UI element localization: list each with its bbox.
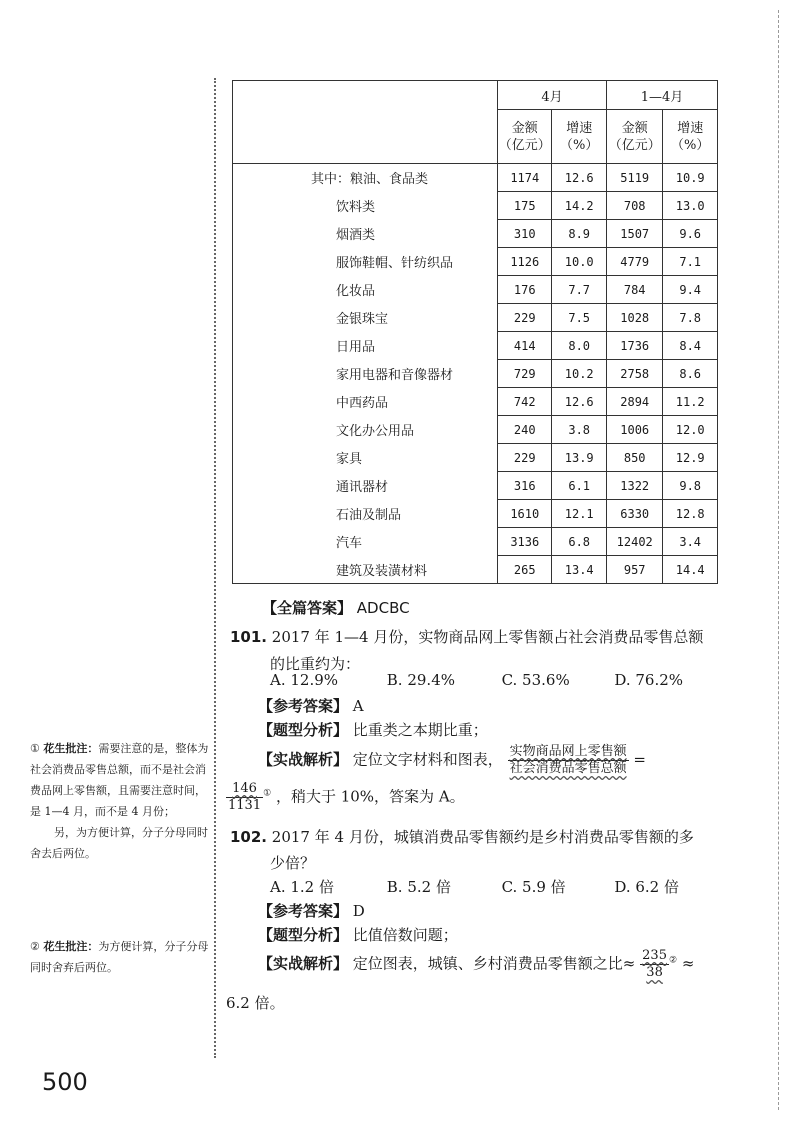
- subheader-growth: 增速 （%）: [552, 110, 607, 164]
- q101-sol-end: ，稍大于 10%，答案为 A。: [275, 787, 465, 806]
- row-ytd-amount: 1006: [606, 416, 662, 444]
- q102-ratio-fraction: [640, 948, 669, 981]
- row-april-amount: 229: [498, 444, 552, 472]
- row-ytd-amount: 1736: [606, 332, 662, 360]
- q101-sol-text: 定位文字材料和图表，: [352, 750, 503, 769]
- row-april-amount: 729: [498, 360, 552, 388]
- row-ytd-amount: 6330: [606, 500, 662, 528]
- note-1-marker: ①: [263, 788, 272, 799]
- row-ytd-amount: 2758: [606, 360, 662, 388]
- row-ytd-growth: 12.0: [663, 416, 718, 444]
- row-ytd-growth: 9.6: [663, 220, 718, 248]
- row-ytd-growth: 14.4: [663, 556, 718, 584]
- q101-type-analysis: [258, 719, 488, 740]
- row-ytd-growth: 10.9: [663, 164, 718, 192]
- row-category: 其中：粮油、食品类: [233, 164, 498, 192]
- q102-ref-answer: [258, 900, 365, 921]
- q102-stem-line2: 少倍？: [270, 854, 316, 872]
- row-ytd-growth: 9.4: [663, 276, 718, 304]
- retail-table: [232, 80, 718, 584]
- q102-ratio-numerator: 235: [642, 948, 667, 963]
- table-row: [233, 192, 718, 220]
- subheader-amount: 金额 （亿元）: [498, 110, 552, 164]
- row-april-amount: 175: [498, 192, 552, 220]
- q101-option-d: D. 76.2%: [614, 671, 684, 689]
- row-april-amount: 1174: [498, 164, 552, 192]
- header-jan-apr: 1—4月: [606, 81, 717, 110]
- row-april-growth: 14.2: [552, 192, 607, 220]
- row-ytd-growth: 12.8: [663, 500, 718, 528]
- row-ytd-growth: 9.8: [663, 472, 718, 500]
- q102-option-d: D. 6.2 倍: [614, 878, 679, 896]
- row-ytd-growth: 13.0: [663, 192, 718, 220]
- table-header-row: [233, 81, 718, 110]
- side-note-1-marker: ①: [30, 742, 40, 755]
- margin-rule: [214, 78, 222, 1058]
- row-april-growth: 8.9: [552, 220, 607, 248]
- q102-type-value: 比值倍数问题；: [352, 926, 458, 944]
- subheader-growth: 增速 （%）: [663, 110, 718, 164]
- row-april-growth: 10.2: [552, 360, 607, 388]
- row-april-amount: 414: [498, 332, 552, 360]
- table-row: [233, 416, 718, 444]
- row-category: 石油及制品: [233, 500, 498, 528]
- row-category: 通讯器材: [233, 472, 498, 500]
- q102-sol-text: 定位图表，城镇、乡村消费品零售额之比≈: [352, 954, 636, 973]
- q102-sol-label: 【实战解析】: [258, 954, 349, 973]
- q102-ref-label: 【参考答案】: [258, 902, 349, 920]
- row-category: 汽车: [233, 528, 498, 556]
- row-april-amount: 176: [498, 276, 552, 304]
- q101-value-fraction: [226, 781, 263, 814]
- row-ytd-growth: 3.4: [663, 528, 718, 556]
- table-row: [233, 276, 718, 304]
- q102-option-b: B. 5.2 倍: [386, 878, 451, 896]
- row-ytd-growth: 7.8: [663, 304, 718, 332]
- q101-value-numerator: 146: [226, 781, 263, 798]
- row-april-growth: 6.8: [552, 528, 607, 556]
- table-row: [233, 472, 718, 500]
- row-category: 日用品: [233, 332, 498, 360]
- row-ytd-growth: 11.2: [663, 388, 718, 416]
- row-category: 文化办公用品: [233, 416, 498, 444]
- subheader-amount: 金额 （亿元）: [606, 110, 662, 164]
- table-row: [233, 248, 718, 276]
- row-april-amount: 1126: [498, 248, 552, 276]
- table-row: [233, 500, 718, 528]
- row-ytd-amount: 12402: [606, 528, 662, 556]
- q101-ref-label: 【参考答案】: [258, 697, 349, 715]
- row-ytd-growth: 12.9: [663, 444, 718, 472]
- q101-equals: =: [633, 750, 646, 769]
- row-ytd-amount: 4779: [606, 248, 662, 276]
- row-april-growth: 6.1: [552, 472, 607, 500]
- row-ytd-amount: 708: [606, 192, 662, 220]
- row-ytd-growth: 8.6: [663, 360, 718, 388]
- row-april-growth: 3.8: [552, 416, 607, 444]
- row-april-amount: 316: [498, 472, 552, 500]
- row-april-amount: 240: [498, 416, 552, 444]
- table-row: [233, 528, 718, 556]
- table-row: [233, 556, 718, 584]
- q102-option-c: C. 5.9 倍: [501, 878, 566, 896]
- row-category: 化妆品: [233, 276, 498, 304]
- q101-type-value: 比重类之本期比重；: [352, 721, 488, 739]
- q102-stem-line1: [230, 826, 694, 847]
- row-april-growth: 7.7: [552, 276, 607, 304]
- full-answer-line: [262, 597, 410, 618]
- row-ytd-amount: 1322: [606, 472, 662, 500]
- q101-stem-text1: 2017 年 1—4 月份，实物商品网上零售额占社会消费品零售总额: [271, 628, 704, 646]
- table-corner-cell: [233, 81, 498, 164]
- note-2-marker: ②: [668, 955, 678, 966]
- q102-solution-line1: [258, 948, 694, 981]
- table-row: [233, 164, 718, 192]
- row-april-growth: 7.5: [552, 304, 607, 332]
- row-april-growth: 8.0: [552, 332, 607, 360]
- side-note-1-text: 需要注意的是，整体为社会消费品零售总额，而不是社会消费品网上零售额，且需要注意时间，是 1—4 月，而不是 4 月份；: [30, 742, 209, 818]
- q101-options: [270, 671, 683, 689]
- side-note-2-label: 花生批注：: [43, 940, 99, 953]
- q101-ratio-denominator: 社会消费品零售总额: [509, 761, 627, 776]
- row-ytd-amount: 850: [606, 444, 662, 472]
- page-edge-rule: [778, 10, 779, 1110]
- q101-stem-line2: 的比重约为：: [270, 655, 361, 673]
- q102-ratio-denominator: 38: [646, 965, 663, 980]
- q101-ratio-numerator: 实物商品网上零售额: [509, 744, 627, 759]
- row-april-growth: 12.6: [552, 164, 607, 192]
- row-category: 家具: [233, 444, 498, 472]
- row-category: 烟酒类: [233, 220, 498, 248]
- side-note-2-marker: ②: [30, 940, 40, 953]
- q102-options: [270, 876, 679, 897]
- row-april-amount: 1610: [498, 500, 552, 528]
- q101-ref-value: A: [352, 697, 364, 715]
- row-april-amount: 3136: [498, 528, 552, 556]
- row-ytd-amount: 957: [606, 556, 662, 584]
- full-answer-value: ADCBC: [356, 599, 410, 617]
- row-category: 中西药品: [233, 388, 498, 416]
- row-ytd-amount: 2894: [606, 388, 662, 416]
- q101-solution-line2: [226, 781, 465, 814]
- q102-stem-text1: 2017 年 4 月份，城镇消费品零售额约是乡村消费品零售额的多: [271, 828, 694, 846]
- row-april-growth: 12.1: [552, 500, 607, 528]
- q101-option-b: B. 29.4%: [386, 671, 455, 689]
- row-ytd-amount: 1028: [606, 304, 662, 332]
- row-april-amount: 229: [498, 304, 552, 332]
- table-row: [233, 444, 718, 472]
- row-april-growth: 13.4: [552, 556, 607, 584]
- table-row: [233, 360, 718, 388]
- row-category: 服饰鞋帽、针纺织品: [233, 248, 498, 276]
- q101-solution-line1: [258, 744, 646, 777]
- row-category: 金银珠宝: [233, 304, 498, 332]
- row-april-growth: 13.9: [552, 444, 607, 472]
- row-ytd-growth: 7.1: [663, 248, 718, 276]
- side-note-2: [30, 936, 212, 978]
- table-body: [233, 164, 718, 584]
- table-row: [233, 220, 718, 248]
- header-april: 4月: [498, 81, 607, 110]
- q102-type-label: 【题型分析】: [258, 926, 349, 944]
- table-row: [233, 304, 718, 332]
- side-note-1-text2: 另，为方便计算，分子分母同时舍去后两位。: [30, 826, 208, 860]
- side-note-1-label: 花生批注：: [43, 742, 99, 755]
- q102-type-analysis: [258, 924, 458, 945]
- q102-sol-end: 6.2 倍。: [226, 994, 285, 1012]
- q102-ref-value: D: [352, 902, 365, 920]
- row-ytd-growth: 8.4: [663, 332, 718, 360]
- row-ytd-amount: 1507: [606, 220, 662, 248]
- side-note-1: [30, 738, 212, 864]
- q101-type-label: 【题型分析】: [258, 721, 349, 739]
- table-row: [233, 332, 718, 360]
- table-row: [233, 388, 718, 416]
- q101-option-c: C. 53.6%: [501, 671, 570, 689]
- q102-option-a: A. 1.2 倍: [270, 878, 334, 896]
- row-category: 家用电器和音像器材: [233, 360, 498, 388]
- q101-value-denominator: 1131: [228, 798, 262, 813]
- row-april-amount: 310: [498, 220, 552, 248]
- full-answer-label: 【全篇答案】: [262, 599, 353, 617]
- q102-number: 102.: [230, 828, 268, 846]
- q101-sol-label: 【实战解析】: [258, 750, 349, 769]
- q101-ratio-fraction: [508, 744, 629, 777]
- row-ytd-amount: 784: [606, 276, 662, 304]
- row-april-growth: 10.0: [552, 248, 607, 276]
- side-note-2-text: 为方便计算，分子分母同时舍弃后两位。: [30, 940, 209, 974]
- row-april-growth: 12.6: [552, 388, 607, 416]
- row-april-amount: 742: [498, 388, 552, 416]
- row-april-amount: 265: [498, 556, 552, 584]
- page-number: 500: [42, 1068, 88, 1096]
- q102-approx: ≈: [681, 954, 695, 973]
- q101-option-a: A. 12.9%: [270, 671, 339, 689]
- row-category: 建筑及装潢材料: [233, 556, 498, 584]
- q101-number: 101.: [230, 628, 268, 646]
- row-category: 饮料类: [233, 192, 498, 220]
- q101-stem-line1: [230, 626, 703, 647]
- row-ytd-amount: 5119: [606, 164, 662, 192]
- q101-ref-answer: [258, 695, 364, 716]
